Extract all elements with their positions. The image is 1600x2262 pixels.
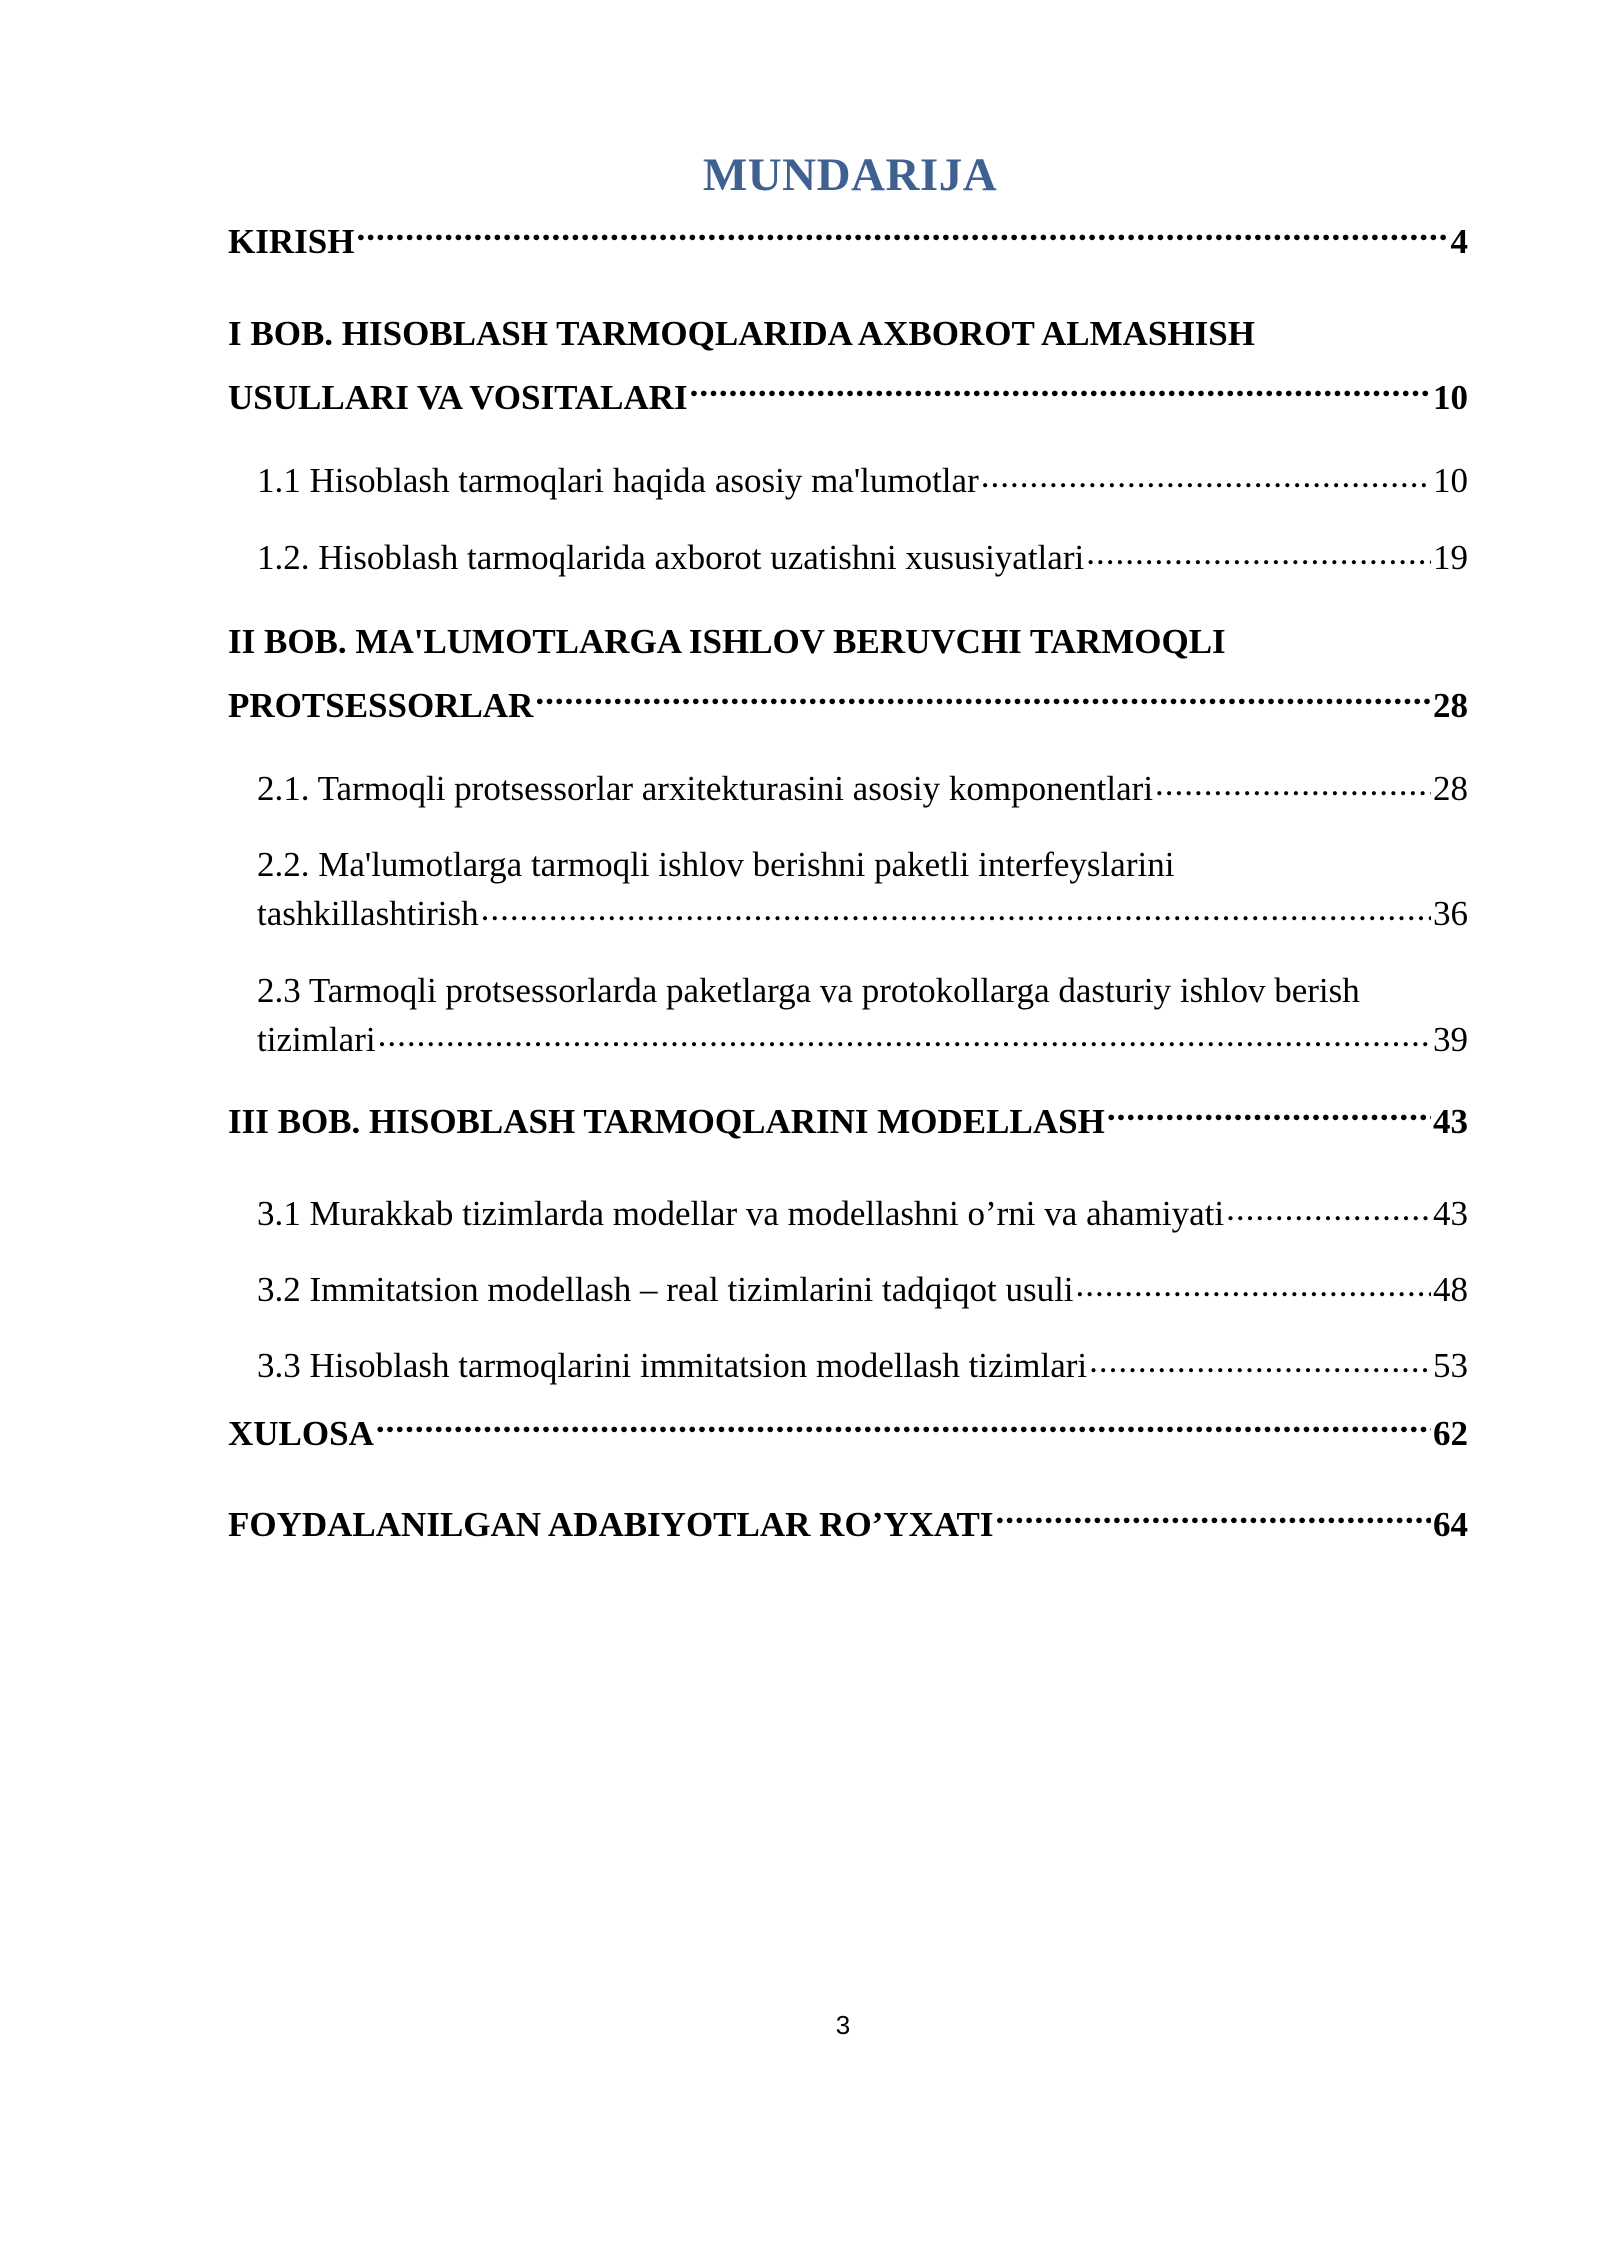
toc-entry-page: 36: [1433, 894, 1468, 933]
page-title: MUNDARIJA: [702, 149, 998, 201]
dot-leader: [1086, 534, 1431, 569]
toc-entry-page: 48: [1433, 1270, 1468, 1309]
dot-leader: [481, 890, 1431, 925]
dot-leader: [981, 457, 1431, 492]
toc-entry-label: III BOB. HISOBLASH TARMOQLARINI MODELLASH: [228, 1102, 1105, 1141]
toc-entry-label-line1: II BOB. MA'LUMOTLARGA ISHLOV BERUVCHI TARMOQLI: [228, 622, 1226, 661]
toc-entry-label: 2.1. Tarmoqli protsessorlar arxitekturasini asosiy komponentlari: [257, 769, 1154, 808]
toc-entry-page: 4: [1450, 222, 1468, 261]
toc-entry-page: 28: [1433, 686, 1468, 725]
toc-entry-page: 43: [1433, 1194, 1468, 1233]
toc-entry-label: 1.1 Hisoblash tarmoqlari haqida asosiy ma'lumotlar: [257, 461, 979, 500]
toc-entry-label: 3.2 Immitatsion modellash – real tizimlarini tadqiqot usuli: [257, 1270, 1074, 1309]
toc-entry-label: USULLARI VA VOSITALARI: [228, 378, 688, 417]
dot-leader: [996, 1501, 1431, 1536]
dot-leader: [1107, 1098, 1431, 1133]
toc-entry-page: 10: [1433, 378, 1468, 417]
toc-entry-chapter-2[interactable]: [228, 610, 1468, 738]
dot-leader: [535, 682, 1431, 717]
toc-entry-section-3-3[interactable]: [257, 1341, 1468, 1390]
toc-entry-label: tizimlari: [257, 1020, 376, 1059]
toc-entry-label: XULOSA: [228, 1414, 374, 1453]
dot-leader: [690, 374, 1431, 409]
toc-entry-section-1-1[interactable]: [257, 456, 1468, 505]
dot-leader: [1089, 1342, 1431, 1377]
dot-leader: [1226, 1190, 1431, 1225]
toc-entry-conclusion[interactable]: [228, 1402, 1468, 1466]
toc-entry-section-1-2[interactable]: [257, 533, 1468, 582]
toc-entry-section-3-2[interactable]: [257, 1265, 1468, 1314]
toc-entry-page: 62: [1433, 1414, 1468, 1453]
toc-entry-label-line1: 2.3 Tarmoqli protsessorlarda paketlarga va protokollarga dasturiy ishlov berish: [257, 971, 1360, 1010]
toc-entry-page: 53: [1433, 1346, 1468, 1385]
toc-entry-section-2-1[interactable]: [257, 764, 1468, 813]
toc-entry-page: 19: [1433, 538, 1468, 577]
toc-entry-chapter-1[interactable]: [228, 302, 1468, 430]
toc-entry-section-3-1[interactable]: [257, 1189, 1468, 1238]
dot-leader: [1076, 1266, 1431, 1301]
dot-leader: [356, 218, 1448, 253]
toc-entry-label: PROTSESSORLAR: [228, 686, 534, 725]
toc-entry-label: tashkillashtirish: [257, 894, 479, 933]
toc-entry-label: FOYDALANILGAN ADABIYOTLAR RO’YXATI: [228, 1505, 994, 1544]
dot-leader: [378, 1016, 1431, 1051]
toc-entry-label: 3.3 Hisoblash tarmoqlarini immitatsion modellash tizimlari: [257, 1346, 1088, 1385]
toc-entry-chapter-3[interactable]: [228, 1090, 1468, 1154]
toc-entry-label-line1: 2.2. Ma'lumotlarga tarmoqli ishlov berishni paketli interfeyslarini: [257, 845, 1175, 884]
toc-entry-label-line1: I BOB. HISOBLASH TARMOQLARIDA AXBOROT ALMASHISH: [228, 314, 1255, 353]
toc-entry-page: 64: [1433, 1505, 1468, 1544]
dot-leader: [376, 1410, 1431, 1445]
toc-entry-page: 43: [1433, 1102, 1468, 1141]
toc-entry-label: 1.2. Hisoblash tarmoqlarida axborot uzatishni xususiyatlari: [257, 538, 1085, 577]
page-number: 3: [835, 2010, 851, 2040]
toc-entry-page: 28: [1433, 769, 1468, 808]
toc-entry-bibliography[interactable]: [228, 1493, 1468, 1557]
toc-entry-section-2-3[interactable]: [257, 966, 1468, 1064]
dot-leader: [1155, 765, 1431, 800]
toc-entry-kirish[interactable]: [228, 210, 1468, 274]
toc-entry-page: 39: [1433, 1020, 1468, 1059]
toc-entry-section-2-2[interactable]: [257, 840, 1468, 938]
toc-entry-label: KIRISH: [228, 222, 355, 261]
toc-entry-page: 10: [1433, 461, 1468, 500]
toc-entry-label: 3.1 Murakkab tizimlarda modellar va modellashni o’rni va ahamiyati: [257, 1194, 1225, 1233]
